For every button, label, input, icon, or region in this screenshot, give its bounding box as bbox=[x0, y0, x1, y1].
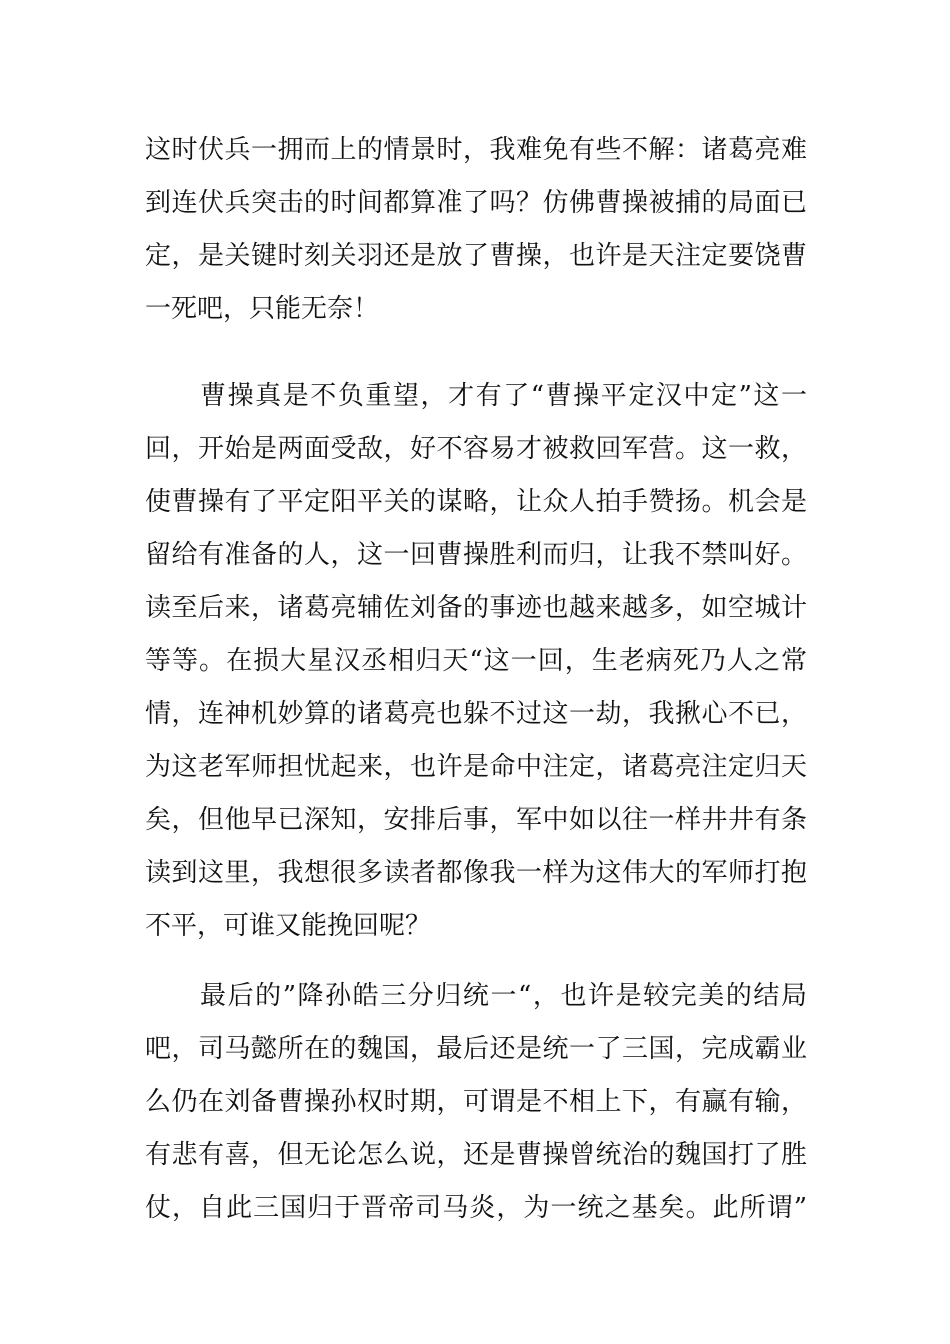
text-line: 矣，但他早已深知，安排后事，军中如以往一样井井有条 bbox=[145, 805, 807, 835]
text-line: 一死吧，只能无奈！ bbox=[145, 294, 380, 324]
text-line: 读至后来，诸葛亮辅佐刘备的事迹也越来越多，如空城计 bbox=[145, 593, 807, 623]
text-line: 回，开始是两面受敌，好不容易才被救回军营。这一救， bbox=[145, 434, 807, 464]
text-line: 读到这里，我想很多读者都像我一样为这伟大的军师打抱 bbox=[145, 858, 807, 888]
text-line: 不平，可谁又能挽回呢？ bbox=[145, 911, 432, 941]
text-line: 留给有准备的人，这一回曹操胜利而归，让我不禁叫好。 bbox=[145, 540, 807, 570]
text-line: 到连伏兵突击的时间都算准了吗？仿佛曹操被捕的局面已 bbox=[145, 188, 807, 218]
text-line: 曹操真是不负重望，才有了“曹操平定汉中定”这一 bbox=[200, 381, 807, 411]
text-line: 情，连神机妙算的诸葛亮也躲不过这一劫，我揪心不已， bbox=[145, 699, 807, 729]
text-line: 么仍在刘备曹操孙权时期，可谓是不相上下，有赢有输， bbox=[145, 1087, 807, 1117]
text-line: 定，是关键时刻关羽还是放了曹操，也许是天注定要饶曹 bbox=[145, 241, 807, 271]
text-line: 为这老军师担忧起来，也许是命中注定，诸葛亮注定归天 bbox=[145, 752, 807, 782]
paragraph-3 bbox=[145, 970, 807, 1235]
text-line: 有悲有喜，但无论怎么说，还是曹操曾统治的魏国打了胜 bbox=[145, 1140, 807, 1170]
text-line: 使曹操有了平定阳平关的谋略，让众人拍手赞扬。机会是 bbox=[145, 487, 807, 517]
paragraph-2 bbox=[145, 370, 807, 953]
text-line: 这时伏兵一拥而上的情景时，我难免有些不解：诸葛亮难 bbox=[145, 135, 807, 165]
text-line: 仗，自此三国归于晋帝司马炎，为一统之基矣。此所谓” bbox=[145, 1193, 807, 1223]
text-line: 等等。在损大星汉丞相归天“这一回，生老病死乃人之常 bbox=[145, 646, 807, 676]
text-line: 吧，司马懿所在的魏国，最后还是统一了三国，完成霸业 bbox=[145, 1034, 807, 1064]
paragraph-1 bbox=[145, 124, 807, 336]
text-line: 最后的”降孙皓三分归统一“，也许是较完美的结局 bbox=[200, 981, 807, 1011]
